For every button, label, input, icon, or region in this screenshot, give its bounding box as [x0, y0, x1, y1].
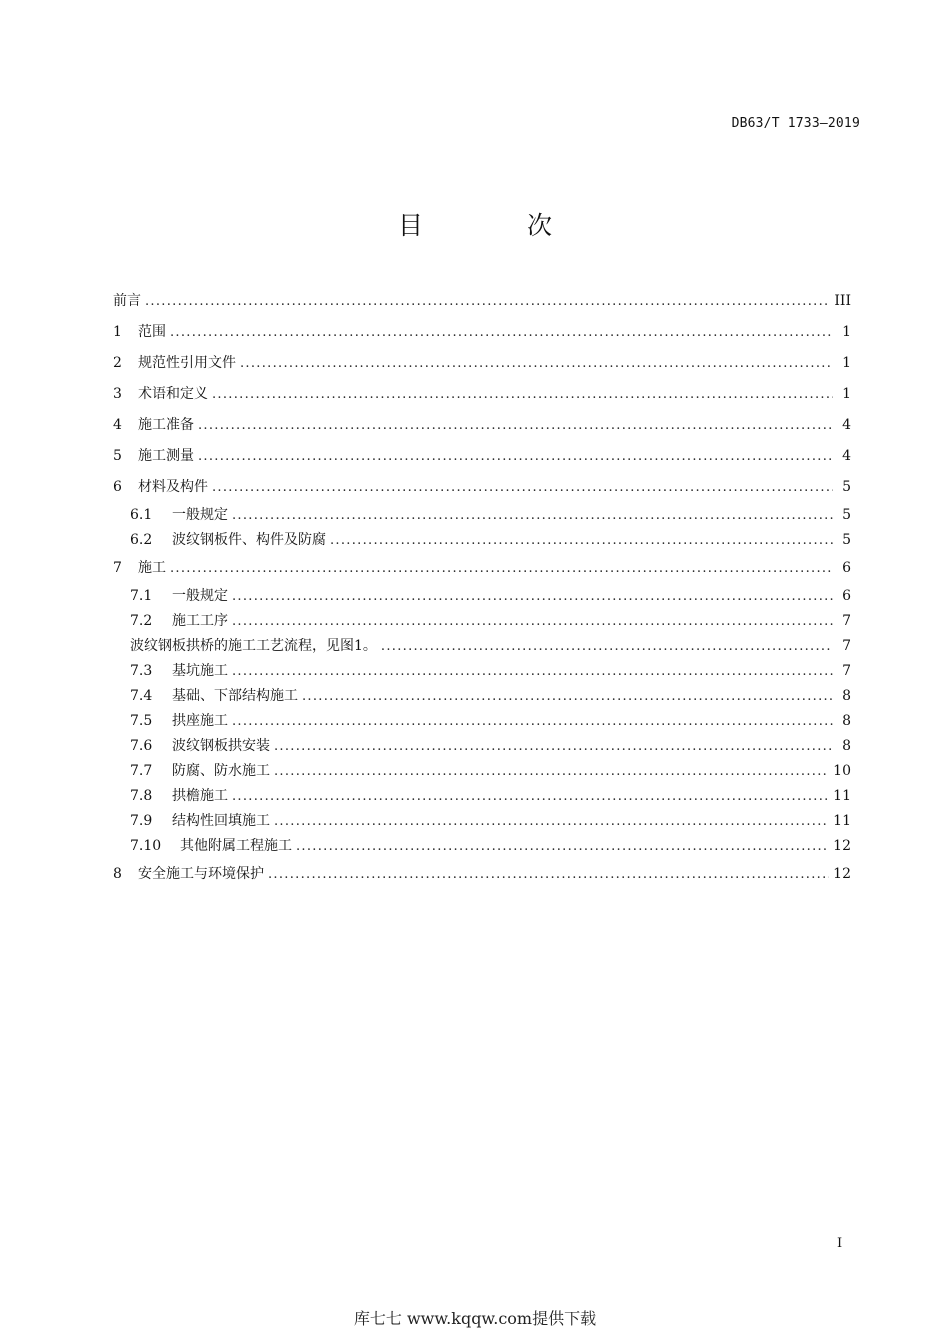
page-title: 目 次 [398, 211, 600, 240]
toc-entry-number: 7.9 [130, 813, 153, 829]
toc-leader-dots [232, 609, 833, 634]
toc-leader-dots [232, 784, 829, 809]
toc-entry-number: 7.6 [130, 738, 153, 754]
toc-text-entry[interactable] [113, 634, 851, 659]
toc-entry-label: 材料及构件 [138, 479, 208, 495]
toc-entry-number: 6 [113, 479, 122, 495]
toc-subentry[interactable] [113, 734, 851, 759]
toc-entry-page: 12 [833, 866, 851, 882]
toc-entry-page: 8 [842, 713, 851, 729]
toc-entry-label: 范围 [138, 324, 166, 340]
toc-entry-number: 7.7 [130, 763, 153, 779]
toc-entry-page: 1 [842, 355, 851, 371]
toc-entry[interactable] [113, 472, 851, 503]
toc-entry[interactable] [113, 317, 851, 348]
toc-entry-number: 2 [113, 355, 122, 371]
toc-entry[interactable] [113, 859, 851, 890]
toc-subentry[interactable] [113, 528, 851, 553]
toc-leader-dots [274, 734, 833, 759]
toc-entry-foreword[interactable] [113, 286, 851, 317]
toc-leader-dots [274, 809, 829, 834]
toc-entry-page: 1 [842, 386, 851, 402]
toc-entry-page: 1 [842, 324, 851, 340]
toc-entry[interactable] [113, 553, 851, 584]
toc-entry-label: 施工准备 [138, 417, 194, 433]
toc-entry[interactable] [113, 379, 851, 410]
toc-entry-number: 7.2 [130, 613, 153, 629]
toc-leader-dots [268, 859, 829, 890]
toc-entry-page: 7 [842, 638, 851, 654]
toc-entry-label: 其他附属工程施工 [180, 838, 292, 854]
toc-entry[interactable] [113, 348, 851, 379]
toc-entry-label: 基础、下部结构施工 [172, 688, 298, 704]
toc-entry-label: 一般规定 [172, 507, 228, 523]
toc-entry-number: 7.1 [130, 588, 153, 604]
toc-entry-number: 1 [113, 324, 122, 340]
toc-entry-label: 施工 [138, 560, 166, 576]
toc-entry-number: 4 [113, 417, 122, 433]
toc-entry-page: 11 [833, 813, 851, 829]
page-number: I [837, 1236, 843, 1251]
toc-leader-dots [274, 759, 829, 784]
toc-entry-page: 10 [833, 763, 851, 779]
toc-entry-page: 12 [833, 838, 851, 854]
table-of-contents [113, 286, 851, 890]
toc-entry-label: 施工测量 [138, 448, 194, 464]
toc-subentry[interactable] [113, 809, 851, 834]
toc-entry-label: 防腐、防水施工 [172, 763, 270, 779]
toc-entry-number: 7.8 [130, 788, 153, 804]
toc-entry-label: 结构性回填施工 [172, 813, 270, 829]
toc-subentry[interactable] [113, 784, 851, 809]
download-watermark: 库七七 www.kqqw.com提供下载 [353, 1309, 597, 1328]
toc-leader-dots [198, 441, 833, 472]
toc-leader-dots [240, 348, 833, 379]
toc-leader-dots [170, 553, 833, 584]
toc-subentry[interactable] [113, 609, 851, 634]
toc-entry-number: 6.2 [130, 532, 153, 548]
toc-entry-label: 波纹钢板拱安装 [172, 738, 270, 754]
toc-entry-page: 7 [842, 613, 851, 629]
toc-entry-number: 7.4 [130, 688, 153, 704]
toc-entry-page: 8 [842, 688, 851, 704]
toc-entry-label: 施工工序 [172, 613, 228, 629]
toc-entry[interactable] [113, 410, 851, 441]
toc-entry-page: 6 [842, 588, 851, 604]
toc-entry-page: 5 [842, 507, 851, 523]
toc-entry-page: 5 [842, 532, 851, 548]
toc-leader-dots [381, 634, 833, 659]
toc-leader-dots [145, 286, 830, 317]
toc-entry-label: 基坑施工 [172, 663, 228, 679]
toc-leader-dots [302, 684, 833, 709]
toc-entry-page: 4 [842, 448, 851, 464]
toc-entry-label: 前言 [113, 293, 141, 309]
toc-leader-dots [198, 410, 833, 441]
toc-subentry[interactable] [113, 709, 851, 734]
toc-subentry[interactable] [113, 584, 851, 609]
toc-entry-number: 7.10 [130, 838, 162, 854]
toc-entry-page: III [834, 293, 851, 309]
toc-entry-label: 拱檐施工 [172, 788, 228, 804]
toc-entry-page: 5 [842, 479, 851, 495]
toc-entry-number: 6.1 [130, 507, 153, 523]
toc-entry-page: 11 [833, 788, 851, 804]
toc-leader-dots [296, 834, 829, 859]
toc-entry-page: 6 [842, 560, 851, 576]
toc-leader-dots [330, 528, 833, 553]
toc-entry-label: 安全施工与环境保护 [138, 866, 264, 882]
toc-leader-dots [232, 503, 833, 528]
toc-subentry[interactable] [113, 684, 851, 709]
toc-subentry[interactable] [113, 503, 851, 528]
toc-entry-label: 拱座施工 [172, 713, 228, 729]
toc-leader-dots [212, 472, 833, 503]
toc-leader-dots [232, 584, 833, 609]
toc-subentry[interactable] [113, 659, 851, 684]
toc-entry-number: 7.3 [130, 663, 153, 679]
toc-leader-dots [232, 709, 833, 734]
toc-entry-label: 一般规定 [172, 588, 228, 604]
document-code: DB63/T 1733—2019 [731, 116, 860, 131]
toc-entry[interactable] [113, 441, 851, 472]
toc-entry-number: 7 [113, 560, 122, 576]
toc-entry-label: 波纹钢板拱桥的施工工艺流程，见图1。 [130, 638, 377, 654]
toc-leader-dots [232, 659, 833, 684]
toc-entry-page: 4 [842, 417, 851, 433]
toc-subentry[interactable] [113, 759, 851, 784]
toc-entry-page: 8 [842, 738, 851, 754]
toc-entry-page: 7 [842, 663, 851, 679]
toc-leader-dots [170, 317, 833, 348]
toc-leader-dots [212, 379, 833, 410]
toc-entry-label: 规范性引用文件 [138, 355, 236, 371]
toc-subentry[interactable] [113, 834, 851, 859]
toc-entry-number: 7.5 [130, 713, 153, 729]
toc-entry-label: 波纹钢板件、构件及防腐 [172, 532, 326, 548]
toc-entry-label: 术语和定义 [138, 386, 208, 402]
toc-entry-number: 8 [113, 866, 122, 882]
toc-entry-number: 5 [113, 448, 122, 464]
toc-entry-number: 3 [113, 386, 122, 402]
